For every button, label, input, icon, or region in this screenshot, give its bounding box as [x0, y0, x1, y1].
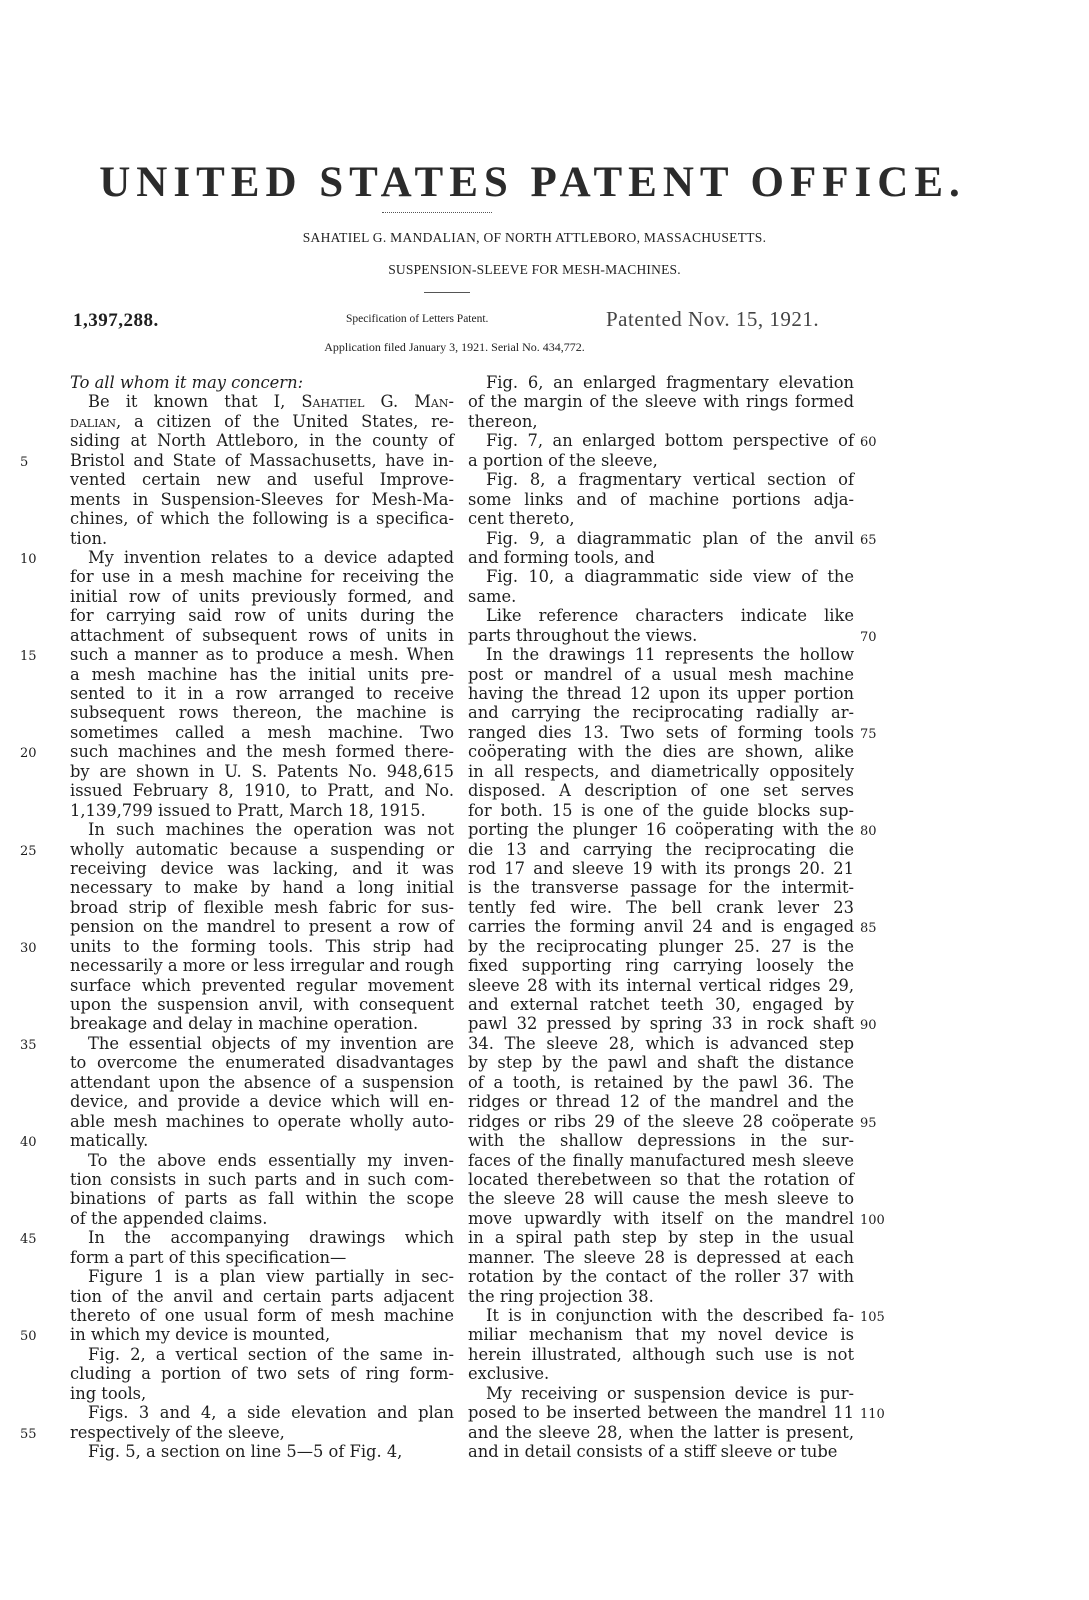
text-line — [70, 1073, 454, 1092]
line-number: 50 — [20, 1329, 37, 1345]
line-text: subsequent rows thereon, the machine is — [70, 703, 454, 723]
line-text: Fig. 8, a fragmentary vertical section of — [486, 470, 854, 490]
line-text: pawl 32 pressed by spring 33 in rock shaft — [468, 1014, 854, 1034]
line-text: In the drawings 11 represents the hollow — [486, 645, 854, 665]
line-text: surface which prevented regular movement — [70, 975, 454, 995]
line-text: upon the suspension anvil, with consequent — [70, 995, 454, 1014]
line-text: disposed. A description of one set serves — [468, 781, 854, 801]
text-line — [70, 587, 454, 606]
text-line — [20, 936, 454, 956]
text-line — [468, 470, 854, 489]
line-number: 80 — [860, 824, 877, 840]
line-text: tion. — [70, 528, 108, 548]
line-text: vented certain new and useful Improve- — [70, 470, 454, 490]
text-line — [468, 606, 854, 625]
line-number: 70 — [860, 629, 877, 645]
line-number: 95 — [860, 1115, 877, 1131]
text-line — [20, 1228, 454, 1248]
line-text: Fig. 6, an enlarged fragmentary elevation — [486, 373, 854, 392]
text-line — [468, 1111, 877, 1131]
line-text: device, and provide a device which will en- — [70, 1092, 454, 1112]
line-text: Figs. 3 and 4, a side elevation and plan — [88, 1403, 454, 1423]
text-line — [468, 625, 877, 645]
line-text: units to the forming tools. This strip had — [70, 936, 454, 956]
text-line — [70, 567, 454, 586]
text-line — [468, 995, 854, 1014]
text-line — [468, 490, 854, 509]
right-text-column — [468, 373, 885, 1462]
line-text: dalian, a citizen of the United States, re- — [70, 411, 454, 431]
line-number: 25 — [20, 843, 37, 859]
text-line — [70, 976, 454, 995]
text-line — [70, 1267, 454, 1286]
text-line — [70, 820, 454, 839]
line-text: matically. — [70, 1131, 149, 1151]
text-line — [20, 450, 454, 470]
line-text: faces of the finally manufactured mesh sleeve — [468, 1150, 854, 1170]
text-line — [70, 1170, 454, 1189]
text-line — [20, 645, 454, 665]
text-line — [70, 1345, 454, 1364]
line-text: by step by the pawl and shaft the distance — [468, 1053, 854, 1073]
line-text: To all whom it may concern: — [70, 373, 304, 392]
text-line — [468, 528, 877, 548]
text-line — [70, 431, 454, 450]
line-text: Fig. 7, an enlarged bottom perspective of — [486, 431, 854, 451]
text-line — [468, 1073, 854, 1092]
line-text: of a tooth, is retained by the pawl 36. The — [468, 1072, 854, 1092]
text-line — [468, 373, 854, 392]
line-text: sometimes called a mesh machine. Two — [70, 722, 454, 742]
text-line — [70, 917, 454, 936]
line-text: Like reference characters indicate like — [486, 606, 854, 626]
text-line — [70, 490, 454, 509]
line-text: located therebetween so that the rotation of — [468, 1169, 854, 1189]
text-line — [70, 1306, 454, 1325]
line-text: Fig. 9, a diagrammatic plan of the anvil — [486, 528, 854, 548]
line-text: In the accompanying drawings which — [88, 1228, 454, 1248]
text-line — [468, 898, 854, 917]
text-line — [70, 723, 454, 742]
text-line — [70, 626, 454, 645]
text-line — [70, 703, 454, 722]
line-text: such a manner as to produce a mesh. When — [70, 645, 454, 665]
line-text: tion of the anvil and certain parts adjacent — [70, 1286, 454, 1306]
line-text: issued February 8, 1910, to Pratt, and No. — [70, 781, 454, 801]
line-text: rod 17 and sleeve 19 with its prongs 20. 21 — [468, 858, 854, 878]
text-line — [70, 1287, 454, 1306]
line-number: 15 — [20, 649, 37, 665]
line-text: siding at North Attleboro, in the county of — [70, 431, 454, 451]
line-text: post or mandrel of a usual mesh machine — [468, 664, 854, 684]
text-line — [70, 762, 454, 781]
text-line — [70, 684, 454, 703]
text-line — [70, 1403, 454, 1422]
invention-title: SUSPENSION-SLEEVE FOR MESH-MACHINES. — [388, 262, 681, 277]
line-number: 20 — [20, 746, 37, 762]
text-line — [468, 762, 854, 781]
line-text: coöperating with the dies are shown, alike — [468, 742, 854, 762]
line-text: parts throughout the views. — [468, 625, 698, 645]
text-line — [70, 1112, 454, 1131]
line-number: 55 — [20, 1426, 37, 1442]
line-text: to overcome the enumerated disadvantages — [70, 1053, 454, 1073]
text-line — [468, 1306, 885, 1325]
line-text: and forming tools, and — [468, 547, 655, 567]
text-line — [468, 1170, 854, 1189]
line-text: respectively of the sleeve, — [70, 1422, 285, 1442]
line-text: the ring projection 38. — [468, 1286, 654, 1306]
line-text: Bristol and State of Massachusetts, have in- — [70, 450, 454, 470]
text-line — [468, 878, 854, 897]
line-text: 1,139,799 issued to Pratt, March 18, 1915. — [70, 800, 426, 820]
line-text: Figure 1 is a plan view partially in sec- — [88, 1267, 454, 1287]
line-number: 60 — [860, 435, 877, 451]
text-line — [468, 1423, 854, 1442]
text-line — [70, 470, 454, 489]
text-line — [20, 1033, 454, 1053]
line-text: necessarily a more or less irregular and rough — [70, 956, 455, 976]
line-text: sented to it in a row arranged to receive — [70, 684, 454, 703]
text-line — [468, 412, 854, 431]
line-text: of the margin of the sleeve with rings formed — [468, 392, 854, 412]
line-text: and in detail consists of a stiff sleeve or tube — [468, 1442, 838, 1462]
text-line — [468, 1287, 854, 1306]
specification-label: Specification of Letters Patent. — [346, 313, 489, 325]
line-text: in which my device is mounted, — [70, 1325, 331, 1345]
line-number: 100 — [860, 1212, 885, 1228]
left-text-column — [20, 373, 455, 1462]
text-line — [20, 742, 454, 762]
text-line — [468, 1034, 854, 1053]
text-line — [70, 392, 454, 411]
text-line — [70, 606, 454, 625]
line-text: My invention relates to a device adapted — [88, 547, 454, 567]
text-line — [468, 665, 854, 684]
text-line — [70, 1209, 454, 1228]
line-text: carries the forming anvil 24 and is engaged — [468, 917, 854, 937]
line-text: broad strip of flexible mesh fabric for sus- — [70, 897, 454, 917]
line-text: same. — [468, 586, 517, 606]
line-number: 75 — [860, 726, 877, 742]
text-line — [20, 547, 454, 567]
line-text: and the sleeve 28, when the latter is present, — [468, 1422, 854, 1442]
text-line — [70, 1014, 454, 1033]
title-divider — [382, 212, 492, 213]
text-line — [20, 839, 454, 859]
line-text: wholly automatic because a suspending or — [70, 839, 454, 859]
line-number: 110 — [860, 1407, 885, 1423]
line-text: some links and of machine portions adja- — [468, 489, 854, 509]
text-line — [468, 587, 854, 606]
text-line — [468, 1248, 854, 1267]
text-line — [468, 840, 854, 859]
text-line — [468, 1053, 854, 1072]
line-text: attendant upon the absence of a suspension — [70, 1072, 454, 1092]
text-line — [468, 820, 877, 840]
salutation — [70, 373, 454, 392]
text-line — [70, 898, 454, 917]
line-text: sleeve 28 with its internal vertical ridges 29, — [468, 975, 854, 995]
line-text: and external ratchet teeth 30, engaged by — [468, 995, 854, 1014]
line-text: Fig. 10, a diagrammatic side view of the — [486, 567, 854, 587]
line-text: for use in a mesh machine for receiving the — [70, 567, 454, 587]
line-text: is the transverse passage for the intermit- — [468, 878, 854, 898]
text-line — [70, 878, 454, 897]
line-number: 35 — [20, 1037, 37, 1053]
line-text: The essential objects of my invention are — [88, 1033, 454, 1053]
text-line — [70, 529, 454, 548]
line-text: ridges or ribs 29 of the sleeve 28 coöperate — [468, 1111, 854, 1131]
text-line — [20, 1131, 454, 1151]
line-text: the sleeve 28 will cause the mesh sleeve to — [468, 1189, 854, 1209]
header-divider — [424, 292, 470, 293]
text-line — [468, 1131, 854, 1150]
line-text: exclusive. — [468, 1364, 550, 1384]
line-number: 90 — [860, 1018, 877, 1034]
line-text: receiving device was lacking, and it was — [70, 858, 454, 878]
line-text: chines, of which the following is a specifica- — [70, 509, 454, 529]
line-text: breakage and delay in machine operation. — [70, 1014, 419, 1034]
line-text: with the shallow depressions in the sur- — [468, 1131, 854, 1151]
line-text: in a spiral path step by step in the usual — [468, 1228, 854, 1248]
line-text: necessary to make by hand a long initial — [70, 878, 454, 898]
inventor-name: dalian — [70, 411, 116, 431]
line-number: 30 — [20, 940, 37, 956]
text-line — [70, 801, 454, 820]
text-line — [70, 1189, 454, 1208]
text-line — [468, 859, 854, 878]
text-line — [20, 1325, 454, 1345]
text-line — [468, 1384, 854, 1403]
line-text: attachment of subsequent rows of units in — [70, 625, 454, 645]
text-line — [468, 451, 854, 470]
line-text: Fig. 2, a vertical section of the same in- — [88, 1344, 454, 1364]
text-line — [468, 392, 854, 411]
text-line — [468, 1364, 854, 1383]
text-line — [468, 1092, 854, 1111]
inventor-line: SAHATIEL G. MANDALIAN, OF NORTH ATTLEBORO, MASSACHUSETTS. — [302, 230, 767, 245]
text-line — [468, 1403, 885, 1423]
text-line — [70, 1442, 454, 1461]
line-text: form a part of this specification— — [70, 1247, 347, 1267]
text-line — [468, 801, 854, 820]
line-text: having the thread 12 upon its upper portion — [468, 684, 854, 703]
line-number: 10 — [20, 551, 37, 567]
line-text: tently fed wire. The bell crank lever 23 — [468, 897, 854, 917]
text-line — [468, 1442, 854, 1461]
line-text: pension on the mandrel to present a row of — [70, 917, 454, 937]
text-line — [468, 1189, 854, 1208]
line-text: Fig. 5, a section on line 5—5 of Fig. 4, — [88, 1442, 403, 1462]
line-text: tion consists in such parts and in such com- — [70, 1169, 454, 1189]
line-number: 65 — [860, 532, 877, 548]
line-text: initial row of units previously formed, and — [70, 586, 454, 606]
line-text: die 13 and carrying the reciprocating die — [468, 839, 854, 859]
line-text: cent thereto, — [468, 509, 575, 529]
line-text: posed to be inserted between the mandrel 11 — [468, 1403, 854, 1423]
patent-number: 1,397,288. — [73, 310, 159, 331]
application-line: Application filed January 3, 1921. Serial No. 434,772. — [324, 340, 585, 354]
text-line — [70, 1248, 454, 1267]
line-text: ranged dies 13. Two sets of forming tools — [468, 722, 854, 742]
line-number: 85 — [860, 921, 877, 937]
line-text: cluding a portion of two sets of ring form- — [70, 1364, 454, 1384]
text-line — [468, 956, 854, 975]
line-text: by the reciprocating plunger 25. 27 is the — [468, 936, 854, 956]
line-text: My receiving or suspension device is pur- — [486, 1383, 854, 1403]
text-line — [468, 548, 854, 567]
text-line — [468, 937, 854, 956]
text-line — [468, 684, 854, 703]
line-text: It is in conjunction with the described fa- — [486, 1306, 854, 1325]
line-text: a mesh machine has the initial units pre- — [70, 664, 454, 684]
text-line — [468, 1267, 854, 1286]
text-line — [468, 976, 854, 995]
line-text: herein illustrated, although such use is not — [468, 1344, 854, 1364]
line-text: ments in Suspension-Sleeves for Mesh-Ma- — [70, 489, 454, 509]
line-text: ing tools, — [70, 1383, 147, 1403]
line-text: rotation by the contact of the roller 37 with — [468, 1267, 854, 1287]
text-line — [468, 431, 877, 451]
text-line — [70, 509, 454, 528]
line-text: binations of parts as fall within the scope — [70, 1189, 454, 1209]
page-title: UNITED STATES PATENT OFFICE. — [99, 159, 966, 206]
line-text: for carrying said row of units during the — [70, 606, 454, 626]
line-text: move upwardly with itself on the mandrel — [468, 1208, 854, 1228]
line-text: for both. 15 is one of the guide blocks sup- — [468, 800, 854, 820]
line-number: 45 — [20, 1232, 37, 1248]
text-line — [468, 1345, 854, 1364]
line-text: by are shown in U. S. Patents No. 948,615 — [70, 761, 454, 781]
line-text: fixed supporting ring carrying loosely the — [468, 956, 854, 976]
text-line — [468, 1208, 885, 1228]
text-line — [70, 1384, 454, 1403]
line-text: Be it known that I, Sahatiel G. Man- — [88, 392, 454, 412]
text-line — [70, 1364, 454, 1383]
line-text: In such machines the operation was not — [88, 820, 454, 840]
line-text: able mesh machines to operate wholly auto- — [70, 1111, 454, 1131]
text-line — [70, 995, 454, 1014]
text-line — [468, 1014, 877, 1034]
text-line — [70, 781, 454, 800]
line-text: and carrying the reciprocating radially ar- — [468, 703, 854, 723]
text-line — [70, 1053, 454, 1072]
line-text: 34. The sleeve 28, which is advanced step — [468, 1033, 854, 1053]
line-text: thereon, — [468, 411, 538, 431]
line-text: of the appended claims. — [70, 1208, 268, 1228]
text-line — [468, 645, 854, 664]
line-number: 40 — [20, 1135, 37, 1151]
text-line — [468, 781, 854, 800]
line-text: thereto of one usual form of mesh machine — [70, 1306, 454, 1325]
line-text: ridges or thread 12 of the mandrel and the — [468, 1092, 854, 1112]
line-text: miliar mechanism that my novel device is — [468, 1325, 854, 1345]
text-line — [20, 1422, 454, 1442]
text-line — [468, 703, 854, 722]
inventor-name: Sahatiel G. Man- — [301, 392, 454, 412]
text-line — [70, 1092, 454, 1111]
line-text: a portion of the sleeve, — [468, 450, 658, 470]
text-line — [70, 956, 454, 975]
line-text: such machines and the mesh formed there- — [70, 742, 454, 762]
text-line — [468, 917, 877, 937]
line-number: 105 — [860, 1310, 885, 1325]
line-text: in all respects, and diametrically oppositely — [468, 761, 854, 781]
text-line — [468, 509, 854, 528]
text-line — [70, 412, 454, 431]
text-line — [70, 859, 454, 878]
text-line — [468, 742, 854, 761]
line-number: 5 — [20, 454, 29, 470]
text-line — [468, 1325, 854, 1344]
line-text: To the above ends essentially my inven- — [88, 1150, 454, 1170]
text-line — [468, 1151, 854, 1170]
text-line — [70, 665, 454, 684]
text-line — [468, 722, 877, 742]
patented-date: Patented Nov. 15, 1921. — [606, 307, 820, 331]
text-line — [70, 1151, 454, 1170]
line-text: porting the plunger 16 coöperating with the — [468, 820, 854, 840]
text-line — [468, 567, 854, 586]
line-text: manner. The sleeve 28 is depressed at each — [468, 1247, 854, 1267]
text-line — [468, 1228, 854, 1247]
